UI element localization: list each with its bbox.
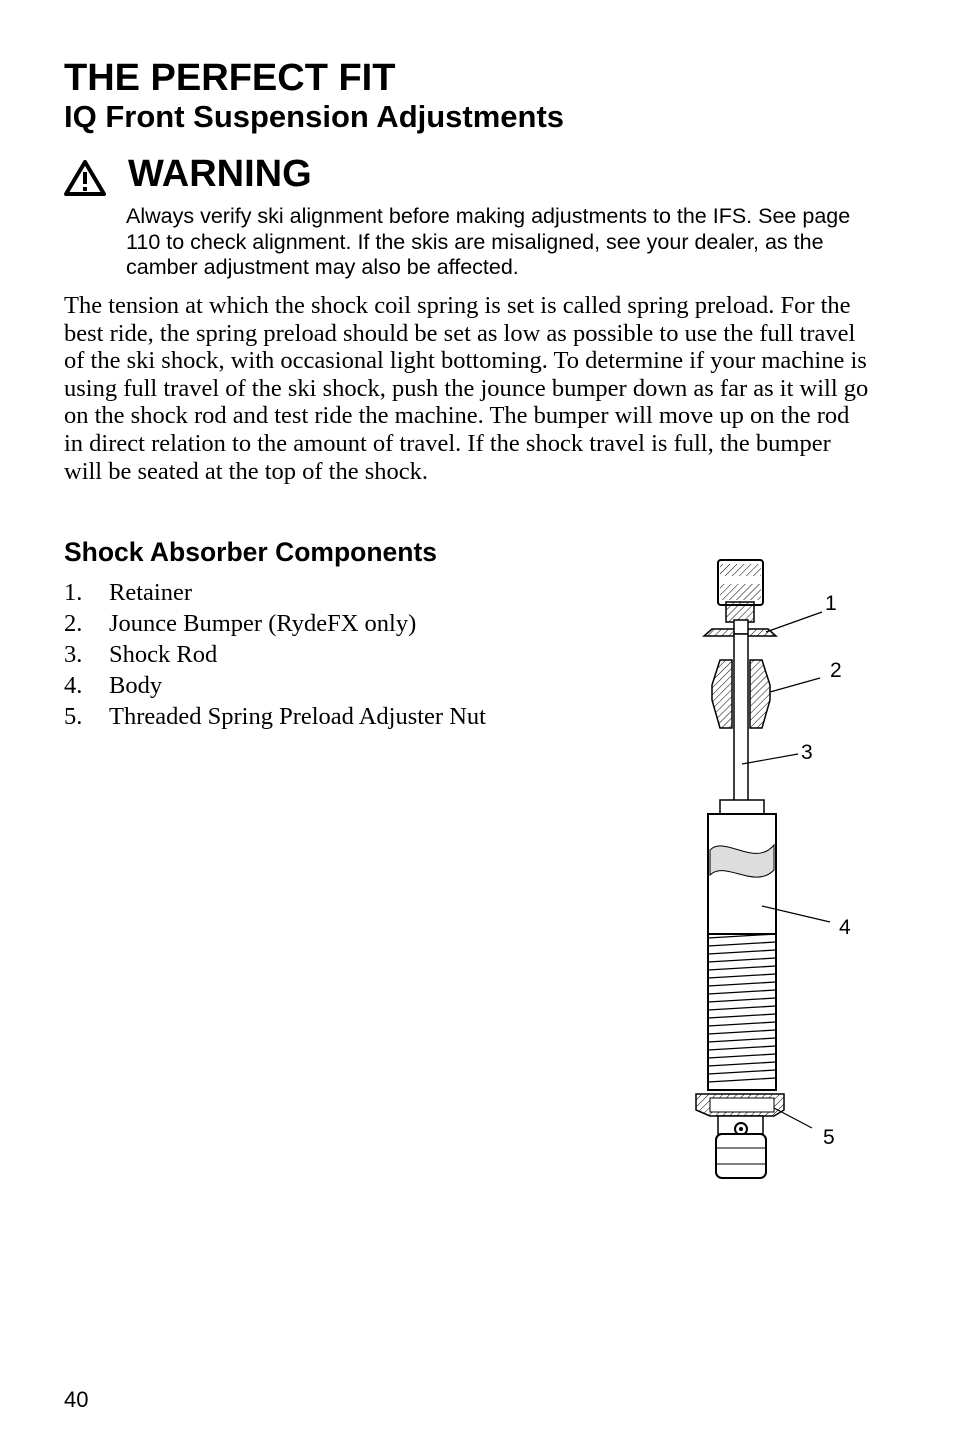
body-paragraph: The tension at which the shock coil spring is set is called spring preload. For the best ride, the spring preload should be set as low as possible to use the full travel of the ski shock, with occasional light bottoming. To determine if your machine is using full travel of the ski shock, push the jounce bumper down as far as it will go on the shock rod and test ride the machine. The bumper will move up on the rod in direct relation to the amount of travel. If the shock travel is full, the bumper will be seated at the top of the shock. bbox=[64, 292, 869, 485]
section-title: THE PERFECT FIT bbox=[64, 57, 396, 99]
list-item: 1. Retainer bbox=[64, 579, 192, 606]
callout-5: 5 bbox=[823, 1126, 835, 1149]
callout-3: 3 bbox=[801, 741, 813, 764]
callout-2: 2 bbox=[830, 659, 842, 682]
warning-text: Always verify ski alignment before making adjustments to the IFS. See page 110 to check alignment. If the skis are misaligned, see your dealer, as the camber adjustment may also be affected. bbox=[126, 204, 851, 280]
list-item: 4. Body bbox=[64, 672, 163, 699]
warning-heading: WARNING bbox=[128, 153, 312, 195]
list-item: 2. Jounce Bumper (RydeFX only) bbox=[64, 610, 417, 637]
subsection-title: IQ Front Suspension Adjustments bbox=[64, 99, 565, 134]
shock-absorber-diagram bbox=[680, 550, 880, 1190]
list-item: 5. Threaded Spring Preload Adjuster Nut bbox=[64, 703, 486, 730]
list-item: 3. Shock Rod bbox=[64, 641, 218, 668]
callout-4: 4 bbox=[839, 916, 851, 939]
warning-triangle-icon bbox=[64, 160, 106, 196]
components-list bbox=[64, 577, 486, 732]
components-heading: Shock Absorber Components bbox=[64, 537, 438, 567]
page-number: 40 bbox=[64, 1387, 89, 1412]
callout-1: 1 bbox=[825, 592, 837, 615]
